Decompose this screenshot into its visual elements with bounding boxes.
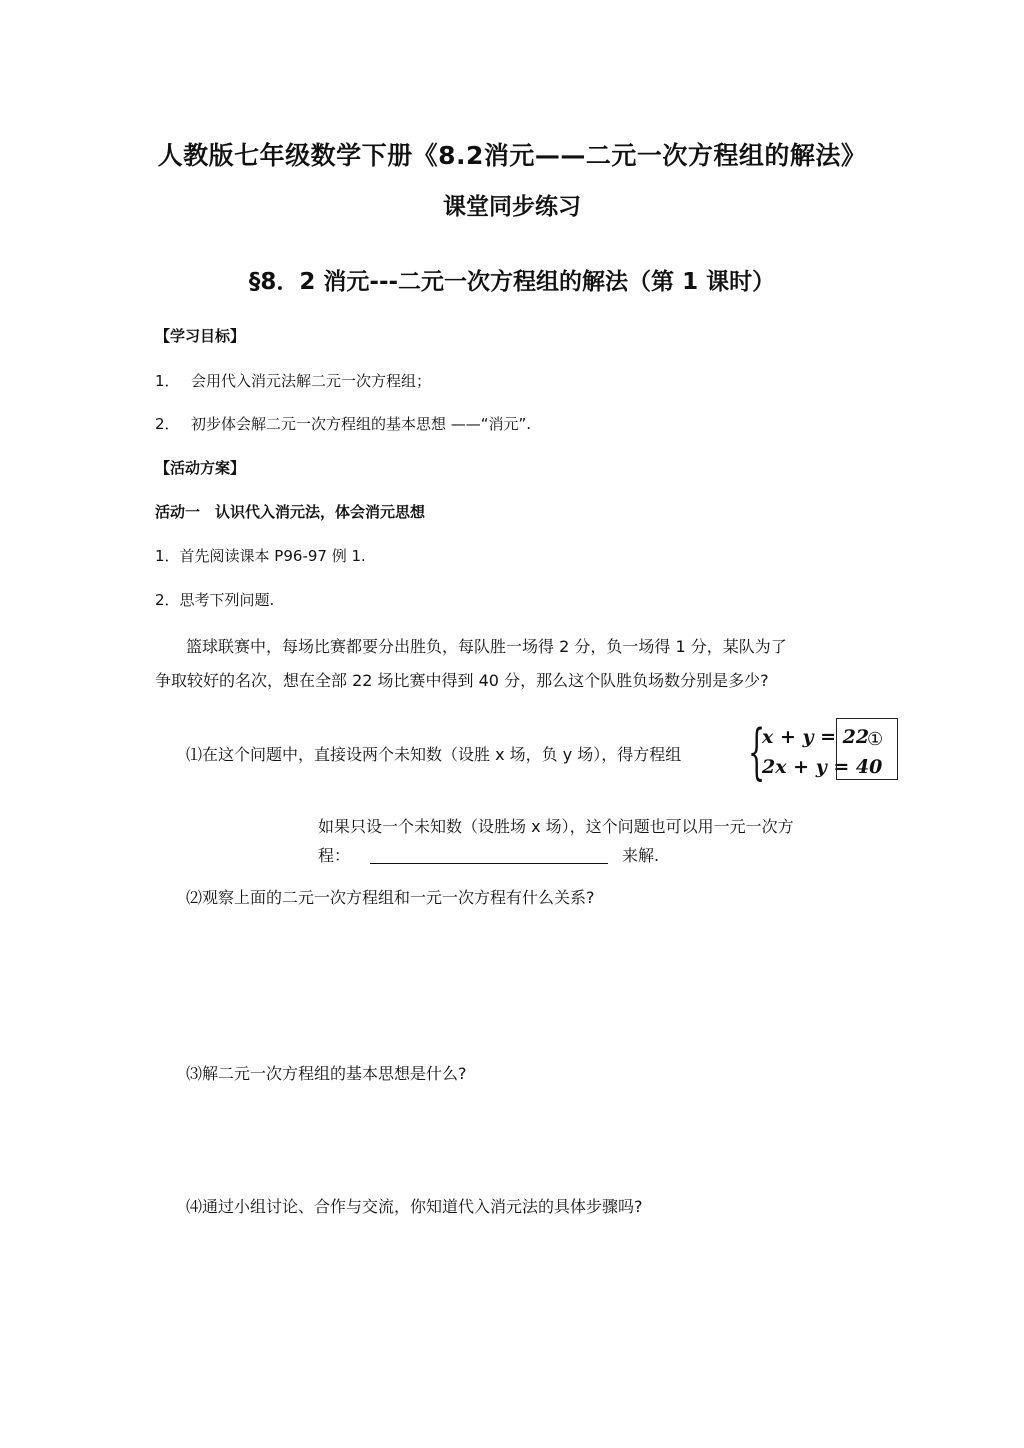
objectives-heading: 【学习目标】 <box>155 327 246 345</box>
section-heading: §8．2 消元---二元一次方程组的解法（第 1 课时） <box>248 269 776 295</box>
objective-text: 初步体会解二元一次方程组的基本思想 ——“消元”. <box>191 415 532 433</box>
equation-2: 2x + y = 40 <box>762 756 883 778</box>
question-1-follow-up: 如果只设一个未知数（设胜场 x 场），这个问题也可以用一元一次方 <box>318 817 794 836</box>
step-item: 2．思考下列问题. <box>155 591 275 609</box>
brace-icon: { <box>748 717 766 787</box>
objective-item <box>155 370 431 391</box>
objective-number: 1． <box>155 372 180 390</box>
question-4: ⑷通过小组讨论、合作与交流，你知道代入消元法的具体步骤吗? <box>186 1197 643 1216</box>
problem-text-line: 篮球联赛中，每场比赛都要分出胜负，每队胜一场得 2 分，负一场得 1 分，某队为了 <box>186 637 787 656</box>
activity-heading: 活动一 认识代入消元法，体会消元思想 <box>155 503 426 521</box>
answer-blank[interactable] <box>370 849 608 864</box>
objective-item <box>155 413 531 434</box>
question-2: ⑵观察上面的二元一次方程组和一元一次方程有什么关系? <box>186 888 595 907</box>
objective-text: 会用代入消元法解二元一次方程组； <box>191 372 432 390</box>
step-item: 1．首先阅读课本 P96-97 例 1. <box>155 547 366 565</box>
objective-number: 2． <box>155 415 180 433</box>
follow-up-suffix: 来解. <box>622 846 660 865</box>
question-3: ⑶解二元一次方程组的基本思想是什么? <box>186 1064 467 1083</box>
question-1: ⑴在这个问题中，直接设两个未知数（设胜 x 场，负 y 场），得方程组 <box>186 745 682 764</box>
plan-heading: 【活动方案】 <box>155 459 246 477</box>
document-subtitle: 课堂同步练习 <box>443 194 581 220</box>
document-title: 人教版七年级数学下册《8.2消元——二元一次方程组的解法》 <box>157 141 867 170</box>
problem-text-line: 争取较好的名次，想在全部 22 场比赛中得到 40 分，那么这个队胜负场数分别是多少? <box>155 671 769 690</box>
follow-up-prefix: 程： <box>318 846 351 865</box>
equation-1: x + y = 22 <box>762 726 870 748</box>
circled-number-label: ① <box>867 729 884 750</box>
equation-system <box>748 717 883 787</box>
question-1-follow-up-line <box>318 843 659 866</box>
equation-label-box <box>836 718 898 780</box>
